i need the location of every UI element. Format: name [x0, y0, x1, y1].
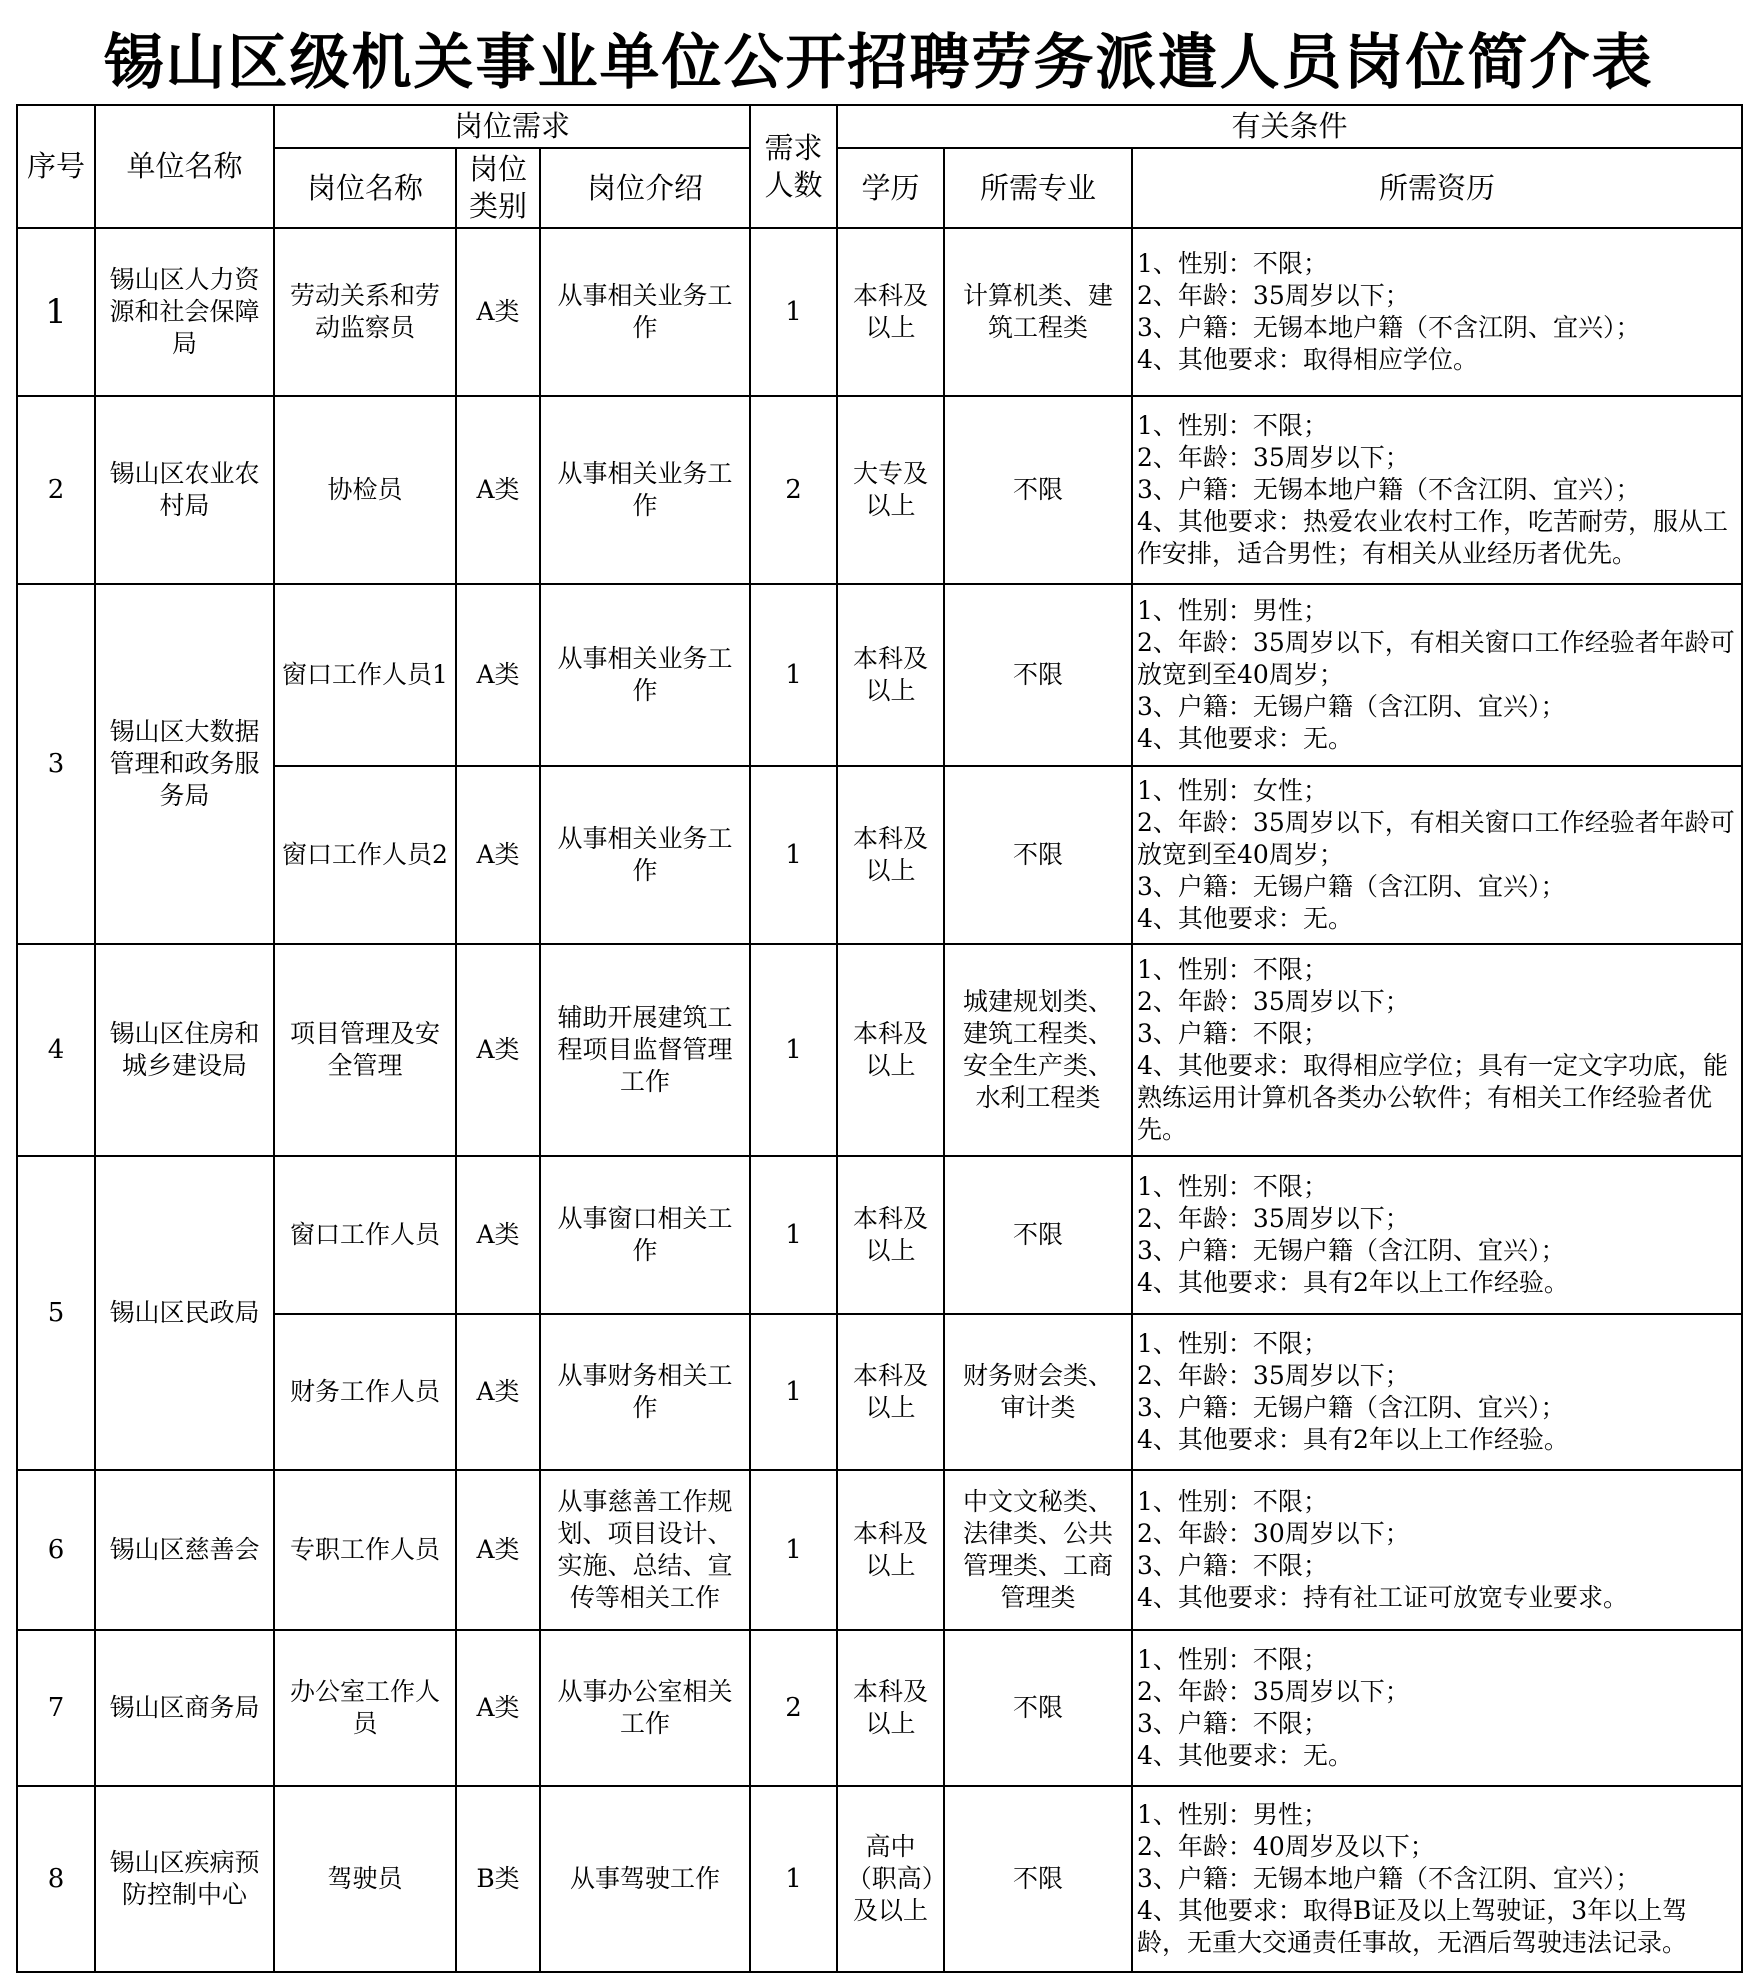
cell-major: 财务财会类、审计类 [944, 1314, 1132, 1470]
requirement-line: 3、户籍：不限； [1137, 1551, 1328, 1581]
cell-count: 1 [750, 1156, 837, 1314]
table-row [17, 766, 1742, 944]
cell-post: 项目管理及安全管理 [274, 944, 456, 1156]
cell-seq: 6 [17, 1470, 95, 1630]
header-post-name: 岗位名称 [274, 148, 456, 228]
cell-type: A类 [456, 584, 540, 766]
cell-requirements [1132, 1470, 1742, 1630]
cell-count: 1 [750, 1314, 837, 1470]
cell-intro: 从事财务相关工作 [540, 1314, 750, 1470]
cell-edu: 本科及以上 [837, 766, 944, 944]
requirement-line: 1、性别：不限； [1137, 1329, 1328, 1359]
cell-seq: 7 [17, 1630, 95, 1786]
requirement-line: 4、其他要求：具有2年以上工作经验。 [1137, 1425, 1569, 1455]
cell-intro: 从事驾驶工作 [540, 1786, 750, 1972]
cell-type: A类 [456, 766, 540, 944]
requirement-line: 2、年龄：35周岁以下； [1137, 1204, 1410, 1234]
header-major: 所需专业 [944, 148, 1132, 228]
cell-post: 协检员 [274, 396, 456, 584]
cell-type: A类 [456, 1314, 540, 1470]
requirement-line: 2、年龄：35周岁以下； [1137, 1677, 1410, 1707]
cell-major: 计算机类、建筑工程类 [944, 228, 1132, 396]
cell-edu: 本科及以上 [837, 1156, 944, 1314]
cell-major: 不限 [944, 1786, 1132, 1972]
cell-edu: 本科及以上 [837, 1470, 944, 1630]
cell-post: 窗口工作人员 [274, 1156, 456, 1314]
cell-post: 窗口工作人员2 [274, 766, 456, 944]
cell-post: 驾驶员 [274, 1786, 456, 1972]
table-row [17, 1470, 1742, 1630]
cell-major: 不限 [944, 766, 1132, 944]
cell-unit: 锡山区慈善会 [95, 1470, 274, 1630]
cell-count: 1 [750, 1786, 837, 1972]
requirement-line: 3、户籍：无锡本地户籍（不含江阴、宜兴）； [1137, 1864, 1641, 1894]
cell-intro: 从事办公室相关工作 [540, 1630, 750, 1786]
requirement-line: 4、其他要求：无。 [1137, 904, 1353, 934]
job-table [16, 104, 1743, 1973]
requirement-line: 2、年龄：30周岁以下； [1137, 1519, 1410, 1549]
cell-post: 财务工作人员 [274, 1314, 456, 1470]
requirement-line: 1、性别：不限； [1137, 249, 1328, 279]
cell-count: 1 [750, 944, 837, 1156]
cell-requirements [1132, 1156, 1742, 1314]
cell-type: A类 [456, 944, 540, 1156]
cell-count: 1 [750, 228, 837, 396]
cell-major: 不限 [944, 584, 1132, 766]
requirement-line: 4、其他要求：具有2年以上工作经验。 [1137, 1268, 1569, 1298]
cell-count: 1 [750, 766, 837, 944]
cell-type: A类 [456, 396, 540, 584]
requirement-line: 3、户籍：不限； [1137, 1709, 1328, 1739]
cell-edu: 本科及以上 [837, 1314, 944, 1470]
requirement-line: 3、户籍：无锡户籍（含江阴、宜兴）； [1137, 1393, 1566, 1423]
cell-type: A类 [456, 1156, 540, 1314]
header-count: 需求人数 [750, 105, 837, 228]
cell-requirements [1132, 766, 1742, 944]
cell-intro: 辅助开展建筑工程项目监督管理工作 [540, 944, 750, 1156]
cell-type: A类 [456, 1470, 540, 1630]
cell-requirements [1132, 228, 1742, 396]
cell-seq: 3 [17, 584, 95, 944]
table-row [17, 228, 1742, 396]
cell-intro: 从事相关业务工作 [540, 584, 750, 766]
table-row [17, 396, 1742, 584]
requirement-line: 4、其他要求：无。 [1137, 724, 1353, 754]
table-row [17, 1314, 1742, 1470]
header-post-intro: 岗位介绍 [540, 148, 750, 228]
requirement-line: 4、其他要求：取得B证及以上驾驶证，3年以上驾龄，无重大交通责任事故，无酒后驾驶违法记录。 [1137, 1896, 1688, 1958]
cell-count: 1 [750, 1470, 837, 1630]
header-seq: 序号 [17, 105, 95, 228]
cell-count: 2 [750, 396, 837, 584]
header-unit: 单位名称 [95, 105, 274, 228]
cell-type: B类 [456, 1786, 540, 1972]
table-row [17, 1156, 1742, 1314]
requirement-line: 1、性别：女性； [1137, 776, 1328, 806]
table-row [17, 1786, 1742, 1972]
requirement-line: 2、年龄：35周岁以下； [1137, 1361, 1410, 1391]
requirement-line: 2、年龄：40周岁及以下； [1137, 1832, 1435, 1862]
table-row [17, 1630, 1742, 1786]
table-row [17, 944, 1742, 1156]
requirement-line: 4、其他要求：热爱农业农村工作，吃苦耐劳，服从工作安排，适合男性；有相关从业经历者优先。 [1137, 507, 1728, 569]
header-conditions-group: 有关条件 [837, 105, 1742, 148]
requirement-line: 1、性别：不限； [1137, 1645, 1328, 1675]
cell-edu: 高中（职高）及以上 [837, 1786, 944, 1972]
cell-type: A类 [456, 228, 540, 396]
cell-intro: 从事窗口相关工作 [540, 1156, 750, 1314]
cell-seq: 2 [17, 396, 95, 584]
cell-intro: 从事慈善工作规划、项目设计、实施、总结、宣传等相关工作 [540, 1470, 750, 1630]
requirement-line: 3、户籍：无锡本地户籍（不含江阴、宜兴）； [1137, 313, 1641, 343]
cell-intro: 从事相关业务工作 [540, 396, 750, 584]
cell-unit: 锡山区疾病预防控制中心 [95, 1786, 274, 1972]
cell-unit: 锡山区商务局 [95, 1630, 274, 1786]
header-post-type: 岗位类别 [456, 148, 540, 228]
requirement-line: 1、性别：不限； [1137, 1172, 1328, 1202]
cell-post: 劳动关系和劳动监察员 [274, 228, 456, 396]
cell-type: A类 [456, 1630, 540, 1786]
requirement-line: 2、年龄：35周岁以下，有相关窗口工作经验者年龄可放宽到至40周岁； [1137, 808, 1735, 870]
requirement-line: 4、其他要求：取得相应学位；具有一定文字功底，能熟练运用计算机各类办公软件；有相关工作经验者优先。 [1137, 1051, 1728, 1145]
requirement-line: 2、年龄：35周岁以下； [1137, 281, 1410, 311]
requirement-line: 1、性别：不限； [1137, 1487, 1328, 1517]
table-row [17, 584, 1742, 766]
cell-major: 不限 [944, 1156, 1132, 1314]
requirement-line: 4、其他要求：取得相应学位。 [1137, 345, 1478, 375]
requirement-line: 3、户籍：不限； [1137, 1019, 1328, 1049]
cell-requirements [1132, 1314, 1742, 1470]
requirement-line: 3、户籍：无锡户籍（含江阴、宜兴）； [1137, 692, 1566, 722]
requirement-line: 2、年龄：35周岁以下，有相关窗口工作经验者年龄可放宽到至40周岁； [1137, 628, 1735, 690]
cell-edu: 大专及以上 [837, 396, 944, 584]
requirement-line: 1、性别：不限； [1137, 955, 1328, 985]
header-post-group: 岗位需求 [274, 105, 750, 148]
cell-requirements [1132, 944, 1742, 1156]
requirement-line: 1、性别：男性； [1137, 1800, 1328, 1830]
cell-post: 专职工作人员 [274, 1470, 456, 1630]
header-education: 学历 [837, 148, 944, 228]
requirement-line: 3、户籍：无锡本地户籍（不含江阴、宜兴）； [1137, 475, 1641, 505]
cell-requirements [1132, 584, 1742, 766]
cell-major: 不限 [944, 396, 1132, 584]
cell-edu: 本科及以上 [837, 944, 944, 1156]
requirement-line: 1、性别：不限； [1137, 411, 1328, 441]
cell-intro: 从事相关业务工作 [540, 766, 750, 944]
cell-unit: 锡山区大数据管理和政务服务局 [95, 584, 274, 944]
requirement-line: 3、户籍：无锡户籍（含江阴、宜兴）； [1137, 1236, 1566, 1266]
requirement-line: 2、年龄：35周岁以下； [1137, 443, 1410, 473]
cell-post: 办公室工作人员 [274, 1630, 456, 1786]
cell-major: 中文文秘类、法律类、公共管理类、工商管理类 [944, 1470, 1132, 1630]
cell-edu: 本科及以上 [837, 584, 944, 766]
cell-edu: 本科及以上 [837, 1630, 944, 1786]
cell-requirements [1132, 396, 1742, 584]
cell-unit: 锡山区住房和城乡建设局 [95, 944, 274, 1156]
cell-major: 城建规划类、建筑工程类、安全生产类、水利工程类 [944, 944, 1132, 1156]
cell-requirements [1132, 1786, 1742, 1972]
cell-seq: 5 [17, 1156, 95, 1470]
requirement-line: 2、年龄：35周岁以下； [1137, 987, 1410, 1017]
cell-major: 不限 [944, 1630, 1132, 1786]
page-title: 锡山区级机关事业单位公开招聘劳务派遣人员岗位简介表 [103, 28, 1654, 98]
cell-seq: 1 [17, 228, 95, 396]
cell-unit: 锡山区民政局 [95, 1156, 274, 1470]
cell-count: 1 [750, 584, 837, 766]
cell-edu: 本科及以上 [837, 228, 944, 396]
cell-intro: 从事相关业务工作 [540, 228, 750, 396]
header-qualifications: 所需资历 [1132, 148, 1742, 228]
requirement-line: 3、户籍：无锡户籍（含江阴、宜兴）； [1137, 872, 1566, 902]
requirement-line: 1、性别：男性； [1137, 596, 1328, 626]
cell-requirements [1132, 1630, 1742, 1786]
cell-seq: 4 [17, 944, 95, 1156]
cell-count: 2 [750, 1630, 837, 1786]
cell-unit: 锡山区人力资源和社会保障局 [95, 228, 274, 396]
cell-post: 窗口工作人员1 [274, 584, 456, 766]
cell-seq: 8 [17, 1786, 95, 1972]
requirement-line: 4、其他要求：无。 [1137, 1741, 1353, 1771]
requirement-line: 4、其他要求：持有社工证可放宽专业要求。 [1137, 1583, 1628, 1613]
cell-unit: 锡山区农业农村局 [95, 396, 274, 584]
